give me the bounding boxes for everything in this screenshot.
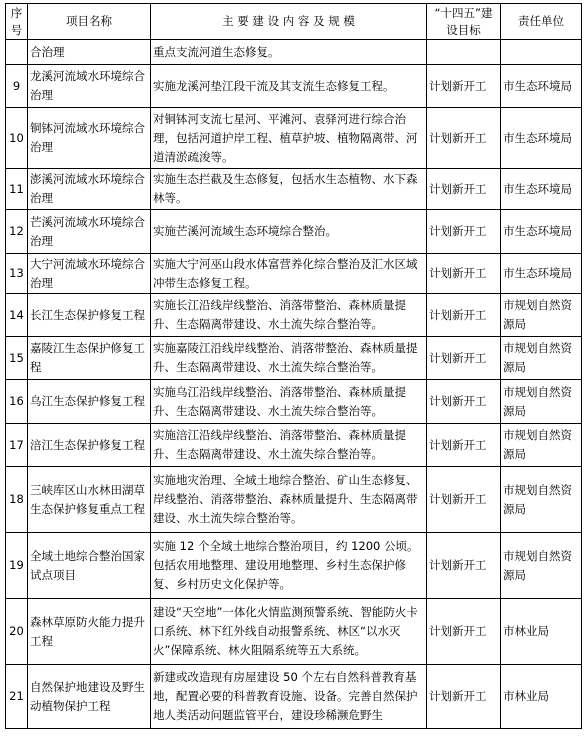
table-row bbox=[6, 467, 582, 533]
project-goal: 计划新开工 bbox=[427, 380, 501, 424]
table-row bbox=[6, 533, 582, 599]
responsible-unit: 市规划自然资源局 bbox=[501, 467, 582, 533]
project-goal: 计划新开工 bbox=[427, 65, 501, 108]
project-content: 实施地灾治理、全域土地综合整治、矿山生态修复、岸线整治、消落带整治、森林质量提升、生态隔离带建设、水土流失综合整治等。 bbox=[151, 467, 427, 533]
table-row bbox=[6, 108, 582, 169]
row-no: 21 bbox=[6, 665, 28, 729]
project-name: 铜钵河流域水环境综合治理 bbox=[28, 108, 151, 169]
row-no: 10 bbox=[6, 108, 28, 169]
project-name: 三峡库区山水林田湖草生态保护修复重点工程 bbox=[28, 467, 151, 533]
responsible-unit: 市规划自然资源局 bbox=[501, 337, 582, 380]
project-name: 芒溪河流域水环境综合治理 bbox=[28, 210, 151, 254]
project-content: 实施大宁河巫山段水体富营养化综合整治及汇水区域冲带生态修复工程。 bbox=[151, 254, 427, 294]
project-goal: 计划新开工 bbox=[427, 665, 501, 729]
project-content: 实施涪江沿线岸线整治、消落带整治、森林质量提升、生态隔离带建设、水土流失综合整治等。 bbox=[151, 424, 427, 467]
project-goal: 计划新开工 bbox=[427, 337, 501, 380]
row-no: 20 bbox=[6, 599, 28, 665]
project-content: 实施乌江沿线岸线整治、消落带整治、森林质量提升、生态隔离带建设、水土流失综合整治等。 bbox=[151, 380, 427, 424]
responsible-unit: 市生态环境局 bbox=[501, 210, 582, 254]
responsible-unit: 市生态环境局 bbox=[501, 65, 582, 108]
project-goal: 计划新开工 bbox=[427, 254, 501, 294]
row-no: 15 bbox=[6, 337, 28, 380]
row-no: 18 bbox=[6, 467, 28, 533]
responsible-unit: 市规划自然资源局 bbox=[501, 424, 582, 467]
project-content: 新建或改造现有房屋建设 50 个左右自然科普教育基地，配置必要的科普教育设施、设备。完善自然保护地人类活动问题监管平台，建设珍稀濒危野生 bbox=[151, 665, 427, 729]
table-row bbox=[6, 169, 582, 210]
project-name: 森林草原防火能力提升工程 bbox=[28, 599, 151, 665]
table-row bbox=[6, 294, 582, 337]
table-row bbox=[6, 65, 582, 108]
responsible-unit: 市生态环境局 bbox=[501, 108, 582, 169]
row-no: 16 bbox=[6, 380, 28, 424]
table-row bbox=[6, 665, 582, 729]
responsible-unit: 市规划自然资源局 bbox=[501, 294, 582, 337]
responsible-unit: 市规划自然资源局 bbox=[501, 533, 582, 599]
header-goal: “十四五”建设目标 bbox=[427, 4, 501, 40]
row-no bbox=[6, 40, 28, 65]
table-row bbox=[6, 599, 582, 665]
table-row bbox=[6, 337, 582, 380]
project-goal: 计划新开工 bbox=[427, 599, 501, 665]
row-no: 13 bbox=[6, 254, 28, 294]
project-name: 乌江生态保护修复工程 bbox=[28, 380, 151, 424]
project-name: 合治理 bbox=[28, 40, 151, 65]
row-no: 12 bbox=[6, 210, 28, 254]
project-content: 实施嘉陵江沿线岸线整治、消落带整治、森林质量提升、生态隔离带建设、水土流失综合整治等。 bbox=[151, 337, 427, 380]
project-name: 长江生态保护修复工程 bbox=[28, 294, 151, 337]
project-name: 龙溪河流域水环境综合治理 bbox=[28, 65, 151, 108]
header-name: 项目名称 bbox=[28, 4, 151, 40]
row-no: 11 bbox=[6, 169, 28, 210]
project-content: 实施 12 个全域土地综合整治项目，约 1200 公顷。包括农用地整理、建设用地整理、乡村生态保护修复、乡村历史文化保护等。 bbox=[151, 533, 427, 599]
row-no: 19 bbox=[6, 533, 28, 599]
table-row bbox=[6, 40, 582, 65]
row-no: 17 bbox=[6, 424, 28, 467]
project-content: 实施龙溪河垫江段干流及其支流生态修复工程。 bbox=[151, 65, 427, 108]
projects-table bbox=[5, 3, 582, 729]
project-goal bbox=[427, 40, 501, 65]
project-name: 涪江生态保护修复工程 bbox=[28, 424, 151, 467]
project-content: 建设“天空地”一体化火情监测预警系统、智能防火卡口系统、林下红外线自动报警系统、林区“以水灭火”保障系统、林火阻隔系统等五大系统。 bbox=[151, 599, 427, 665]
row-no: 9 bbox=[6, 65, 28, 108]
table-header bbox=[6, 4, 582, 40]
project-goal: 计划新开工 bbox=[427, 424, 501, 467]
project-content: 实施芒溪河流域生态环境综合整治。 bbox=[151, 210, 427, 254]
table-row bbox=[6, 210, 582, 254]
responsible-unit: 市规划自然资源局 bbox=[501, 380, 582, 424]
header-content: 主 要 建 设 内 容 及 规 模 bbox=[151, 4, 427, 40]
project-name: 大宁河流域水环境综合治理 bbox=[28, 254, 151, 294]
row-no: 14 bbox=[6, 294, 28, 337]
header-no: 序号 bbox=[6, 4, 28, 40]
project-goal: 计划新开工 bbox=[427, 533, 501, 599]
project-goal: 计划新开工 bbox=[427, 108, 501, 169]
project-goal: 计划新开工 bbox=[427, 467, 501, 533]
project-name: 全域土地综合整治国家试点项目 bbox=[28, 533, 151, 599]
responsible-unit: 市林业局 bbox=[501, 665, 582, 729]
project-name: 澎溪河流域水环境综合治理 bbox=[28, 169, 151, 210]
project-content: 重点支流河道生态修复。 bbox=[151, 40, 427, 65]
project-content: 实施生态拦截及生态修复，包括水生态植物、水下森林等。 bbox=[151, 169, 427, 210]
responsible-unit: 市生态环境局 bbox=[501, 254, 582, 294]
responsible-unit: 市生态环境局 bbox=[501, 169, 582, 210]
table-row bbox=[6, 424, 582, 467]
project-goal: 计划新开工 bbox=[427, 169, 501, 210]
table-row bbox=[6, 380, 582, 424]
project-goal: 计划新开工 bbox=[427, 294, 501, 337]
project-name: 自然保护地建设及野生动植物保护工程 bbox=[28, 665, 151, 729]
project-content: 对铜钵河支流七星河、平滩河、袁驿河进行综合治理，包括河道护岸工程、植草护坡、植物隔离带、河道清淤疏浚等。 bbox=[151, 108, 427, 169]
responsible-unit: 市林业局 bbox=[501, 599, 582, 665]
table-body bbox=[6, 40, 582, 729]
project-content: 实施长江沿线岸线整治、消落带整治、森林质量提升、生态隔离带建设、水土流失综合整治等。 bbox=[151, 294, 427, 337]
header-unit: 责任单位 bbox=[501, 4, 582, 40]
table-row bbox=[6, 254, 582, 294]
project-goal: 计划新开工 bbox=[427, 210, 501, 254]
project-name: 嘉陵江生态保护修复工程 bbox=[28, 337, 151, 380]
responsible-unit bbox=[501, 40, 582, 65]
